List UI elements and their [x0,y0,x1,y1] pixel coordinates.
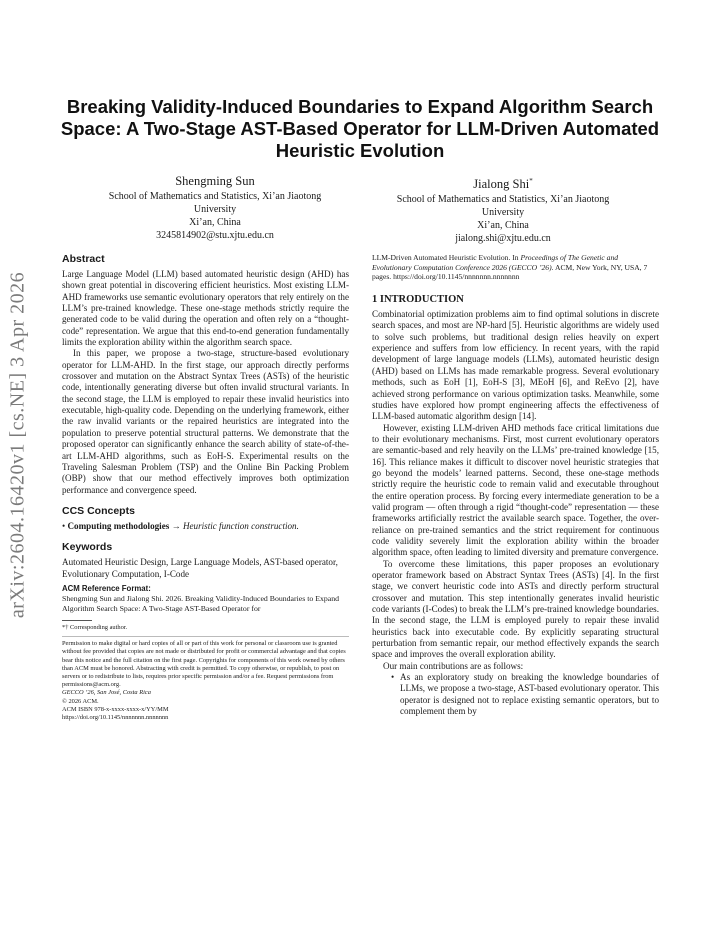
copyright-text: © 2026 ACM. [62,697,99,705]
corresponding-note: *† Corresponding author. [62,623,128,631]
corresponding-mark: * [529,177,533,185]
bullet-dot: • [391,672,395,683]
venue-text [62,689,349,697]
author-block-1 [70,173,360,242]
permission-rule [62,636,349,637]
author-affiliation: School of Mathematics and Statistics, Xi’an Jiaotong [108,191,322,202]
introduction-heading: 1 INTRODUCTION [372,294,464,306]
author-name-text: Shengming Sun [175,174,255,188]
paper-title: Breaking Validity-Induced Boundaries to Expand Algorithm Search Space: A Two-Stage AST-Based Operator for LLM-Driven Automated Heuristic Evolution [60,96,660,161]
intro-paragraph-2: However, existing LLM-driven AHD methods face critical limitations due to their evolutionary mechanisms. First, most current evolutionary operators are semantic-based and rely heavily on the LLMs’ pre-trained knowledge [15, 16]. This reliance makes it difficult to discover novel heuristic strategies that go beyond the models’ learned patterns. Second, these one-stage methods strictly require the heuristic code to remain valid and executable throughout the entire operation process. By forcing every intermediate generation to be a valid program — often through a rigid “thought-code” representation — these frameworks artificially restrict the available search space. Together, the over-reliance on pre-trained semantics and the strict requirement for continuous code validity severely limit the exploration ability within the broader algorithm space, often leading to limited diversity and premature convergence. [372,422,659,558]
acm-ref-text: Shengming Sun and Jialong Shi. 2026. Breaking Validity-Induced Boundaries to Expand Algorithm Search Space: A Two-Stage AST-Based Operator for [62,593,340,613]
acm-ref-continued [372,253,659,282]
intro-paragraph-1: Combinatorial optimization problems aim to find optimal solutions in discrete search spaces, and most are NP-hard [5]. Heuristic algorithms are widely used to solve such problems, but traditional design relies heavily on expert experience and suffers from low efficiency. In recent years, with the rapid development of large language models (LLMs), automated heuristic design (AHD) based on LLMs has made remarkable progress. Several evolutionary methods, such as EoH [1], EoH-S [3], MEoH [6], and ReEvo [2], have achieved strong performance on various optimization tasks. Meanwhile, some studies have explored how prompt engineering affects the effectiveness of LLM-based automatic algorithm design [14]. [372,309,659,422]
isbn-text: ACM ISBN 978-x-xxxx-xxxx-x/YY/MM [62,705,169,713]
footnote-rule [62,620,92,621]
arxiv-stamp-text: arXiv:2604.16420v1 [cs.NE] 3 Apr 2026 [6,271,29,619]
author-name [358,173,648,193]
author-email: 3245814902@stu.xjtu.edu.cn [156,230,274,241]
author-affiliation-cont: University [193,204,237,215]
abstract-paragraph-2: In this paper, we propose a two-stage, structure-based evolutionary operator for LLM-AHD. In the first stage, our approach directly performs crossover and mutation on the Abstract Syntax Trees (ASTs) of the heuristic code, intentionally generating diverse but often invalid structural variants. In the second stage, the LLM is employed to repair these invalid heuristics into executable, high-quality code. Depending on the underlying framework, either the raw invalid variants or the repaired heuristics are integrated into the population to preserve potential structural patterns. We demonstrate that the proposed operator can significantly enhance the search ability of state-of-the-art LLM-AHD algorithms, such as EoH-S. Experimental results on the Traveling Salesman Problem (TSP) and the Online Bin Packing Problem (OBP) show that our method effectively improves both optimization performance and convergence speed. [62,348,349,495]
ccs-arrow: → [171,520,181,531]
ccs-heading: CCS Concepts [62,504,135,517]
keywords-heading: Keywords [62,541,113,554]
abstract-paragraph-1: Large Language Model (LLM) based automated heuristic design (AHD) has shown great potential in discovering efficient heuristics. Most existing LLM-AHD frameworks use semantic evolutionary operators that rely entirely on the LLM’s pre-trained knowledge. These one-stage methods strictly require the generated code to be valid during the operation and often rely on a “thought-code” representation. We argue that this end-to-end generation fundamentally limits the exploration ability within the algorithm search space. [62,269,349,348]
author-name-text: Jialong Shi [473,177,530,192]
contribution-text: As an exploratory study on breaking the knowledge boundaries of LLMs, we propose a two-stage, AST-based evolutionary operator. This operator is designed not to replace existing semantic operators, but to complement them by [400,672,659,717]
author-name [70,173,360,190]
intro-paragraph-3: To overcome these limitations, this paper proposes an evolutionary operator framework based on Abstract Syntax Trees (ASTs) [4]. In the first stage, we convert heuristic code into ASTs and directly perform structural crossover and mutation. This step intentionally generates invalid heuristic code variants (I-Codes) to break the LLM’s pre-trained knowledge boundaries. In the second stage, the LLM is employed purely to repair these invalid heuristics back into executable code. By explicitly separating structural perturbation from semantic repair, our method effectively expands the search space and improves the overall exploration ability. [372,558,659,660]
ref-plain-1: LLM-Driven Automated Heuristic Evolution. In [372,253,521,262]
doi-text: https://doi.org/10.1145/nnnnnnn.nnnnnnn [62,713,169,721]
acm-ref-heading: ACM Reference Format: [62,583,151,593]
ref-italic: Proceedings of The Genetic and Evolutionary Computation Conference 2026 (GECCO ’26). [372,253,619,272]
ccs-concepts [62,521,349,532]
contribution-list-item [372,672,659,717]
ccs-category: Computing methodologies [67,520,170,531]
author-location: Xi’an, China [477,220,529,232]
keywords-text: Automated Heuristic Design, Large Language Models, AST-based operator, Evolutionary Computation, I-Code [62,557,338,579]
right-column [372,253,659,717]
venue-italic: GECCO ’26, San José, Costa Rica [62,689,151,697]
ccs-bullet: • [62,520,66,531]
author-location: Xi’an, China [189,217,241,228]
author-email: jialong.shi@xjtu.edu.cn [455,233,551,245]
author-affiliation-cont: University [481,207,525,219]
permission-text: Permission to make digital or hard copies of all or part of this work for personal or classroom use is granted without fee provided that copies are not made or distributed for profit or commercial advantage and that copies bear this notice and the full citation on the first page. Copyrights for components of this work owned by others than ACM must be honored. Abstracting with credit is permitted. To copy otherwise, or republish, to post on servers or to redistribute to lists, requires prior specific permission and/or a fee. Request permissions from permissions@acm.org. [62,640,346,689]
abstract-heading: Abstract [62,253,105,265]
ccs-concept: Heuristic function construction. [182,520,299,531]
ref-plain-2: ACM, New York, NY, USA, 7 pages. https://doi.org/10.1145/nnnnnnn.nnnnnnn [372,262,648,282]
author-block-2 [358,173,648,245]
author-affiliation: School of Mathematics and Statistics, Xi’an Jiaotong [396,194,610,206]
left-column [62,253,349,722]
intro-paragraph-4: Our main contributions are as follows: [383,660,524,671]
